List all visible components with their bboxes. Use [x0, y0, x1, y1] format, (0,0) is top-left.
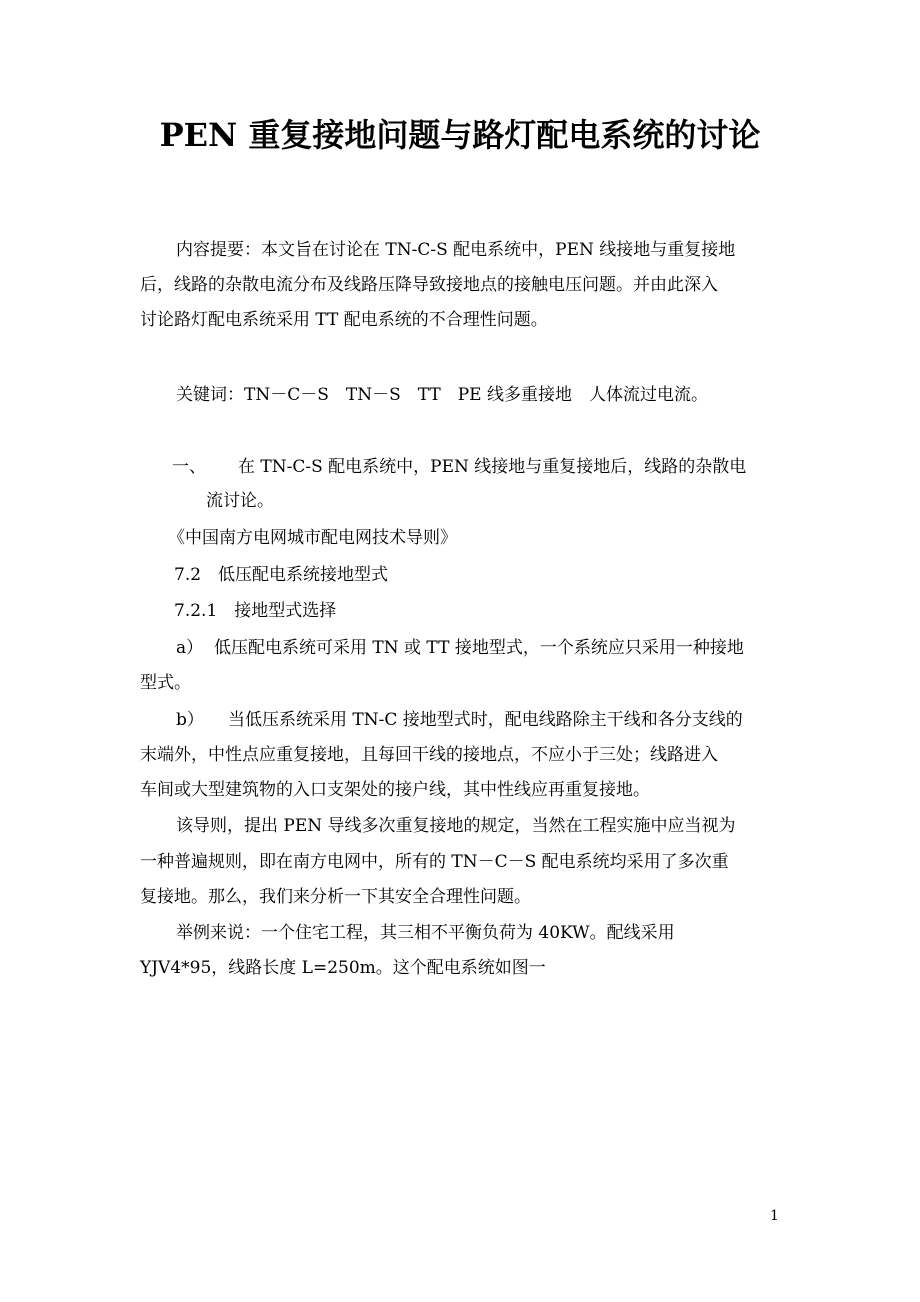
section-1-heading-line-2: 流讨论。 [206, 491, 274, 511]
abstract-line-3: 讨论路灯配电系统采用 TT 配电系统的不合理性问题。 [140, 310, 548, 330]
item-b-line-1: 当低压系统采用 TN-C 接地型式时，配电线路除主干线和各分支线的 [228, 710, 743, 730]
guide-paragraph-line-3: 复接地。那么，我们来分析一下其安全合理性问题。 [140, 887, 531, 907]
example-paragraph-line-2: YJV4*95，线路长度 L=250m。这个配电系统如图一 [140, 958, 546, 978]
item-b-line-2: 末端外，中性点应重复接地，且每回干线的接地点，不应小于三处；线路进入 [140, 745, 718, 765]
item-a-marker: a） [176, 638, 204, 658]
abstract-line-1: 内容提要：本文旨在讨论在 TN-C-S 配电系统中，PEN 线接地与重复接地 [176, 240, 736, 260]
item-b-marker: b） [176, 710, 204, 730]
clause-7-2: 7.2 低压配电系统接地型式 [174, 565, 389, 585]
abstract-line-2: 后，线路的杂散电流分布及线路压降导致接地点的接触电压问题。并由此深入 [140, 275, 718, 295]
section-1-heading-line-1: 在 TN-C-S 配电系统中，PEN 线接地与重复接地后，线路的杂散电 [238, 457, 747, 477]
page-number: 1 [770, 1208, 779, 1224]
document-title: PEN 重复接地问题与路灯配电系统的讨论 [159, 116, 761, 154]
item-a-line-2: 型式。 [140, 673, 191, 693]
section-1-number: 一、 [172, 457, 206, 477]
item-a-line-1: 低压配电系统可采用 TN 或 TT 接地型式，一个系统应只采用一种接地 [214, 638, 744, 658]
example-paragraph-line-1: 举例来说：一个住宅工程，其三相不平衡负荷为 40KW。配线采用 [176, 923, 675, 943]
clause-7-2-1: 7.2.1 接地型式选择 [174, 601, 337, 621]
guide-paragraph-line-1: 该导则，提出 PEN 导线多次重复接地的规定，当然在工程实施中应当视为 [176, 816, 736, 836]
keywords: 关键词：TN－C－S TN－S TT PE 线多重接地 人体流过电流。 [176, 385, 708, 405]
item-b-line-3: 车间或大型建筑物的入口支架处的接户线，其中性线应再重复接地。 [140, 780, 650, 800]
reference-title: 《中国南方电网城市配电网技术导则》 [168, 528, 457, 548]
guide-paragraph-line-2: 一种普遍规则，即在南方电网中，所有的 TN－C－S 配电系统均采用了多次重 [140, 852, 729, 872]
